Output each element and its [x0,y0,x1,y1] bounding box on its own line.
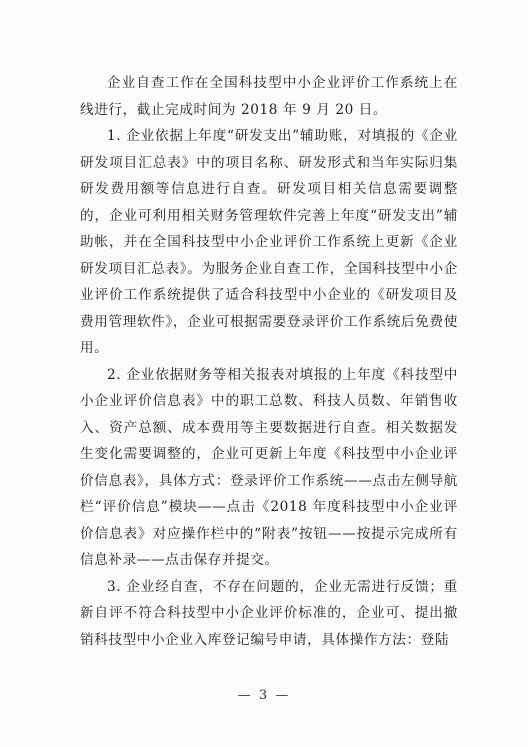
page-number: — 3 — [237,688,291,703]
paragraph-intro: 企业自查工作在全国科技型中小企业评价工作系统上在线进行，截止完成时间为 2018 年 9 月 20 日。 [80,75,458,118]
paragraph-item-2: 2. 企业依据财务等相关报表对填报的上年度《科技型中小企业评价信息表》中的职工总数、科技人员数、年销售收入、资产总额、成本费用等主要数据进行自查。相关数据发生变化需要调整的，企业可更新上年度《科技型中小企业评价信息表》，具体方式：登录评价工作系统——点击左侧导航栏“评价信息”模块——点击《2018 年度科技型中小企业评价信息表》对应操作栏中的“附表”按钮——按提示完成所有信息补录——点击保存并提交。 [80,366,458,568]
document-body [80,70,458,653]
paragraph-item-3: 3. 企业经自查，不存在问题的，企业无需进行反馈；重新自评不符合科技型中小企业评价标准的，企业可、提出撤销科技型中小企业入库登记编号申请，具体操作方法：登陆 [80,578,458,648]
paragraph-item-1: 1. 企业依据上年度“研发支出”辅助账，对填报的《企业研发项目汇总表》中的项目名称、研发形式和当年实际归集研发费用额等信息进行自查。研发项目相关信息需要调整的，企业可利用相关财务管理软件完善上年度“研发支出”辅助帐，并在全国科技型中小企业评价工作系统上更新《企业研发项目汇总表》。为服务企业自查工作，全国科技型中小企业评价工作系统提供了适合科技型中小企业的《研发项目及费用管理软件》，企业可根据需要登录评价工作系统后免费使用。 [80,128,458,356]
